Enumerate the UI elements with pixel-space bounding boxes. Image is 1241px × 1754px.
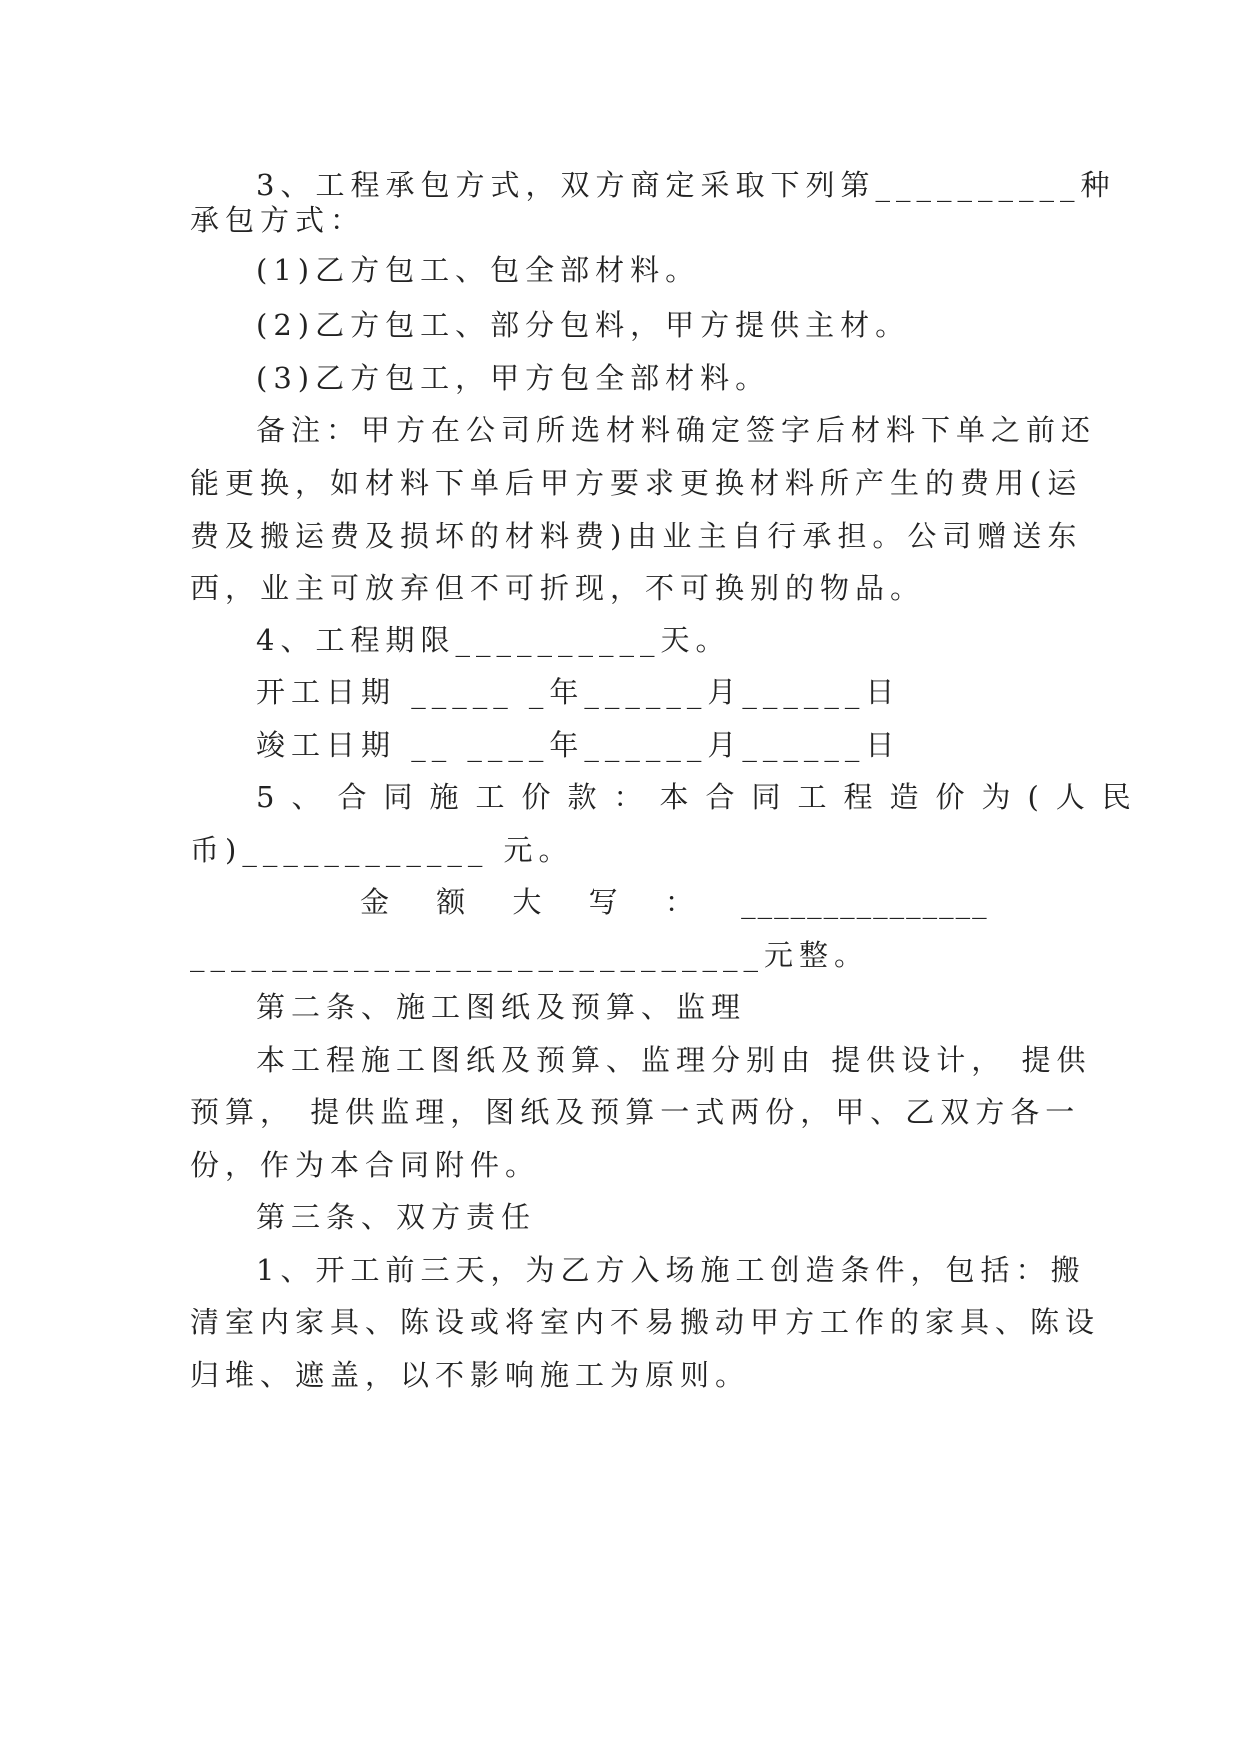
option-3: (3)乙方包工，甲方包全部材料。 [256,361,771,395]
amount-in-words-line-2: ____________________________元整。 [190,938,870,972]
remark-line-1: 备注：甲方在公司所选材料确定签字后材料下单之前还 [256,413,1097,447]
completion-date: 竣工日期 __ ____年______月______日 [256,728,901,762]
article-2-line-3: 份，作为本合同附件。 [190,1148,541,1182]
article-2-line-1: 本工程施工图纸及预算、监理分别由 提供设计， 提供 [256,1043,1092,1077]
clause-5-line-2: 币)____________ 元。 [190,833,574,867]
option-1: (1)乙方包工、包全部材料。 [256,253,701,287]
start-date: 开工日期 _____ _年______月______日 [256,675,901,709]
option-2: (2)乙方包工、部分包料，甲方提供主材。 [256,308,911,342]
amount-in-words-line-1: 金 额 大 写 ： _______________ [360,885,989,919]
remark-line-4: 西，业主可放弃但不可折现，不可换别的物品。 [190,571,926,605]
article-3-item-1-line-2: 清室内家具、陈设或将室内不易搬动甲方工作的家具、陈设 [190,1305,1101,1339]
clause-3-line-2: 承包方式： [190,203,366,237]
clause-3-line-1: 3、工程承包方式，双方商定采取下列第__________种 [256,168,1116,202]
clause-5-line-1: 5、合同施工价款：本合同工程造价为(人民 [256,780,1148,814]
article-2-heading: 第二条、施工图纸及预算、监理 [256,990,747,1024]
remark-line-2: 能更换，如材料下单后甲方要求更换材料所产生的费用(运 [190,466,1083,500]
clause-4-term: 4、工程期限__________天。 [256,623,731,657]
article-3-item-1-line-1: 1、开工前三天，为乙方入场施工创造条件，包括：搬 [256,1253,1086,1287]
article-3-heading: 第三条、双方责任 [256,1200,537,1234]
article-2-line-2: 预算， 提供监理，图纸及预算一式两份，甲、乙双方各一 [190,1095,1081,1129]
remark-line-3: 费及搬运费及损坏的材料费)由业主自行承担。公司赠送东 [190,519,1083,553]
article-3-item-1-line-3: 归堆、遮盖，以不影响施工为原则。 [190,1358,751,1392]
